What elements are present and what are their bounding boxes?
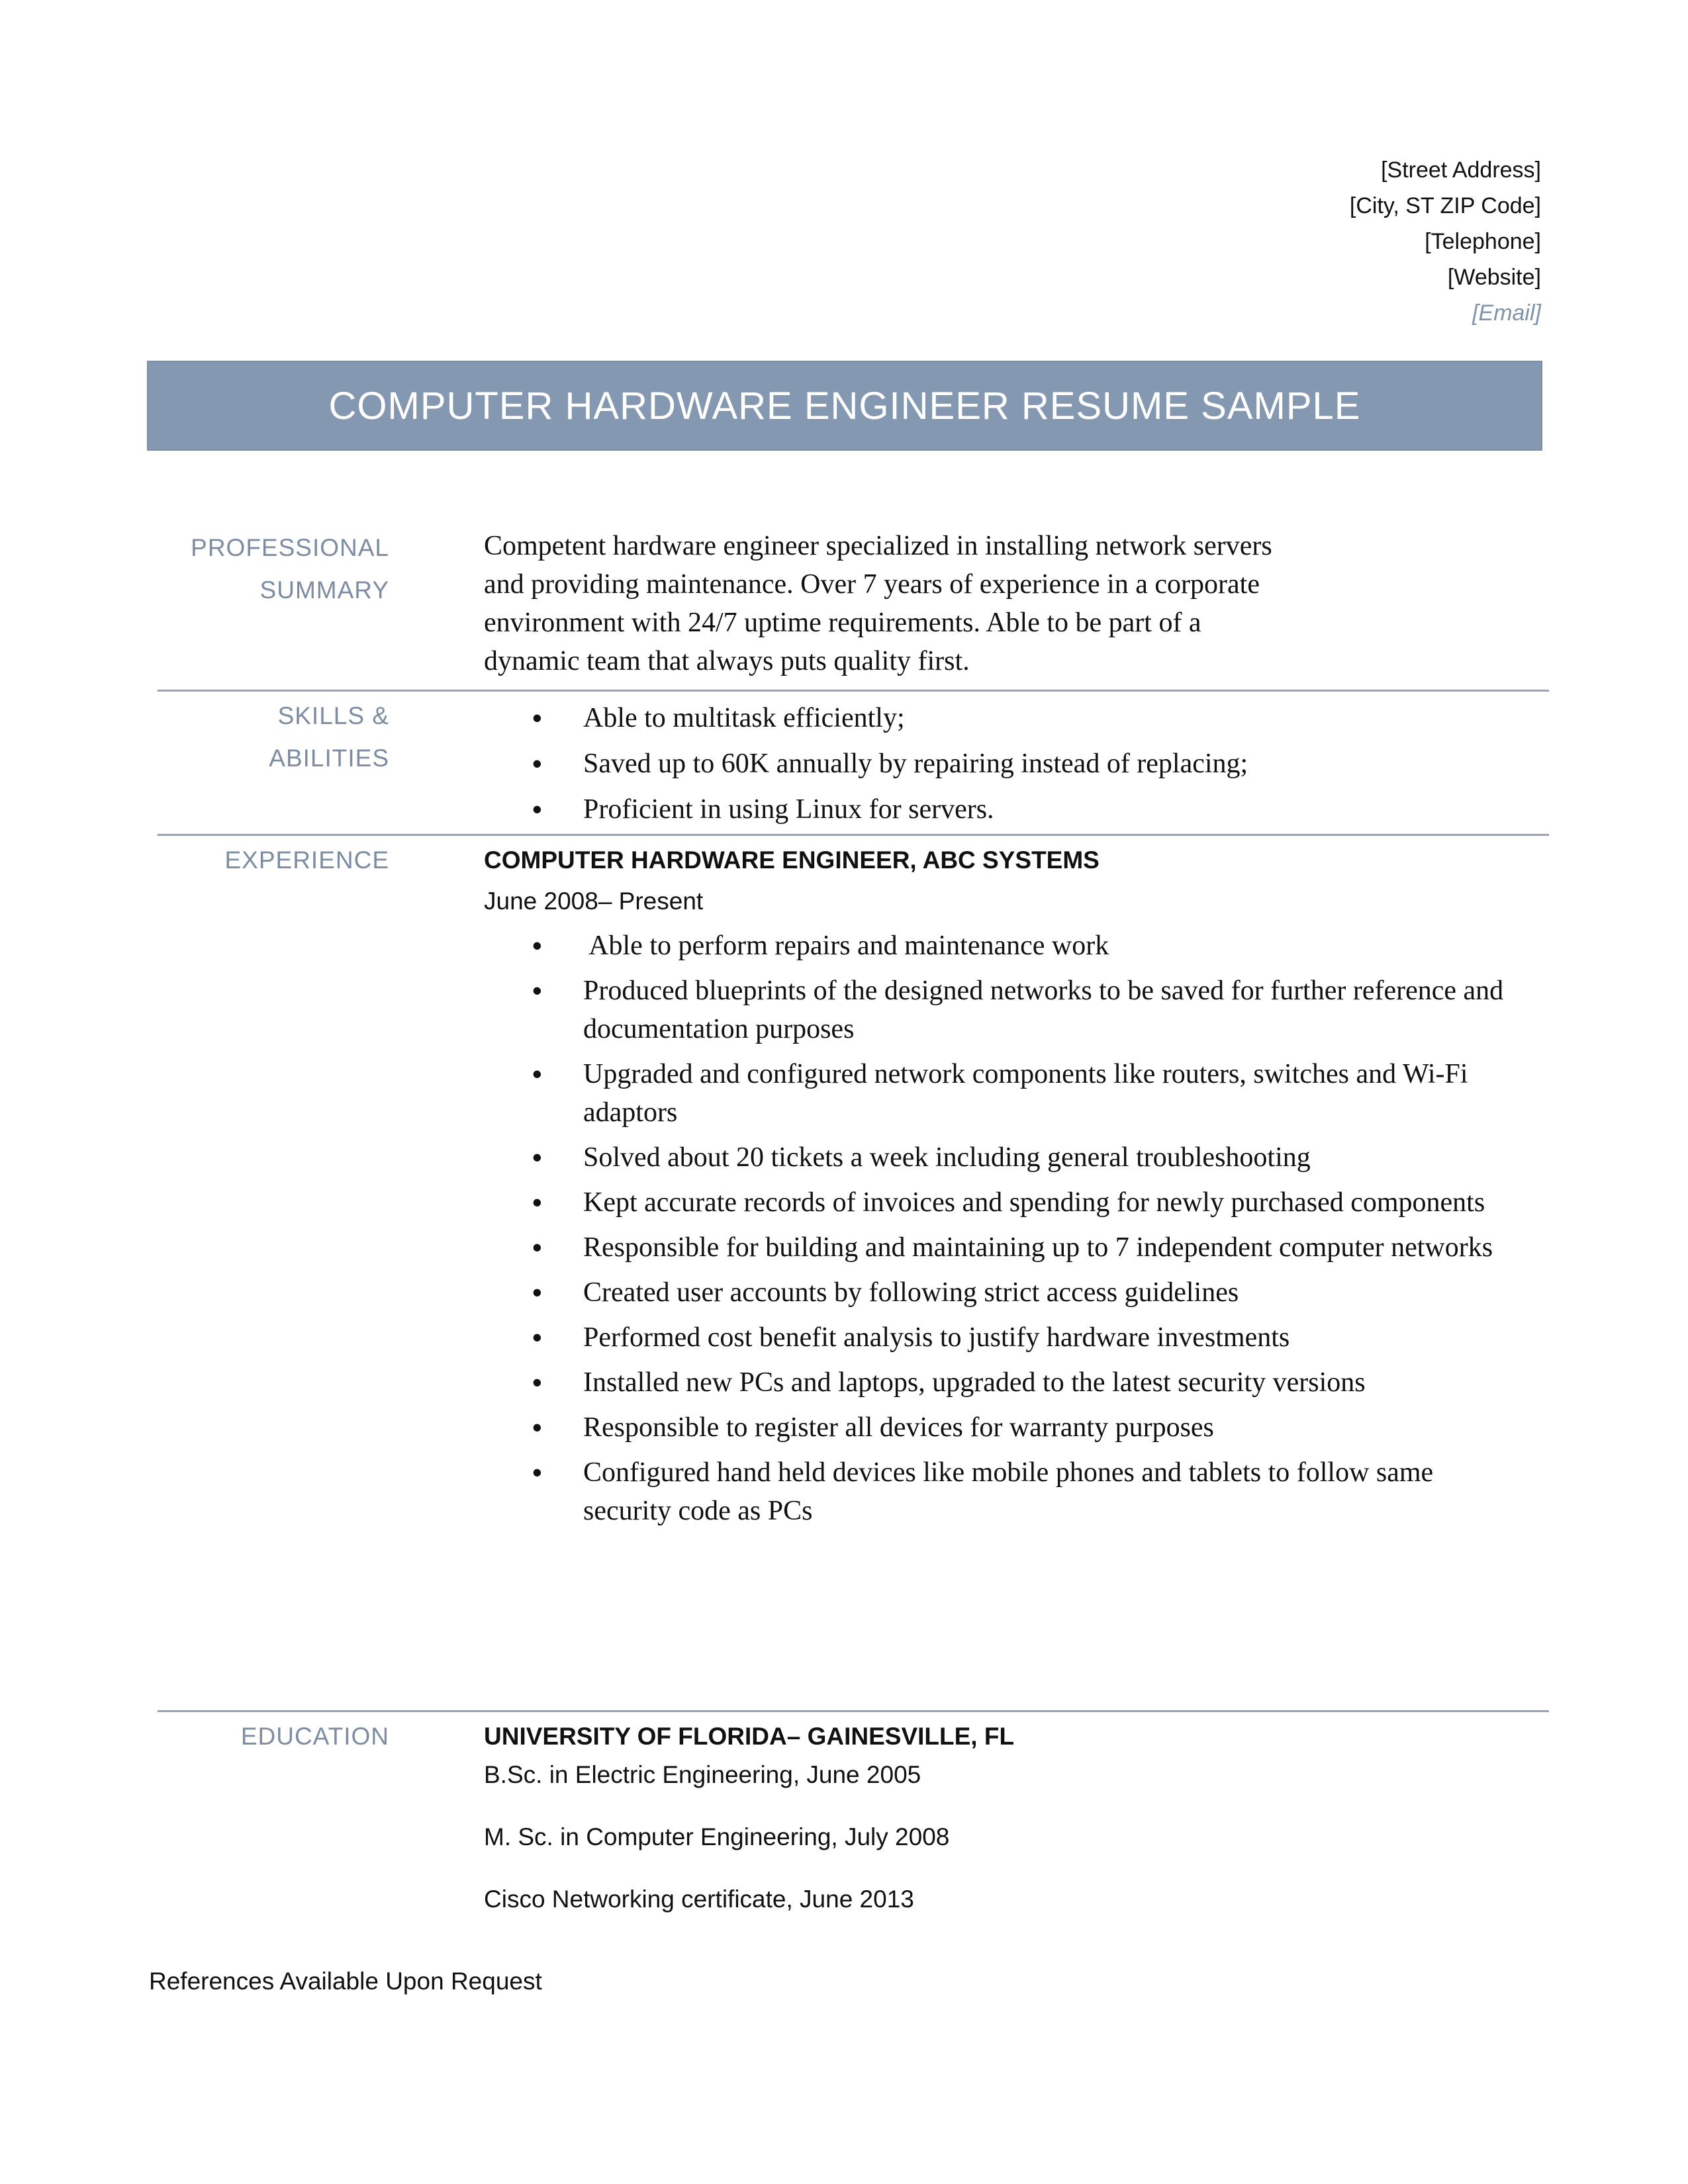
bullet-icon: •: [532, 975, 542, 1006]
street-address: [Street Address]: [1381, 158, 1541, 183]
summary-line: dynamic team that always puts quality first.: [484, 646, 970, 676]
experience-text: Responsible for building and maintaining up to 7 independent computer networks: [583, 1232, 1493, 1263]
skill-text: Proficient in using Linux for servers.: [583, 794, 994, 825]
education-content: [484, 1715, 1517, 1944]
experience-list: [484, 927, 1517, 1530]
bullet-icon: •: [532, 1277, 542, 1308]
experience-text: Performed cost benefit analysis to justify hardware investments: [583, 1322, 1290, 1353]
bullet-icon: •: [532, 1367, 542, 1398]
experience-label: EXPERIENCE: [224, 846, 389, 874]
experience-text: Configured hand held devices like mobile phones and tablets to follow same security code as PCs: [583, 1457, 1434, 1526]
list-item: [484, 1318, 1517, 1357]
degree-line: B.Sc. in Electric Engineering, June 2005: [484, 1761, 921, 1788]
title-banner: [147, 361, 1542, 451]
list-item: [484, 1055, 1517, 1132]
list-item: [484, 972, 1517, 1048]
section-divider: [158, 834, 1549, 836]
list-item: [484, 1363, 1517, 1402]
bullet-icon: •: [532, 1142, 542, 1173]
email: [Email]: [1472, 300, 1541, 326]
list-item: [484, 745, 1517, 783]
degree-line: M. Sc. in Computer Engineering, July 2008: [484, 1823, 950, 1850]
experience-text: Kept accurate records of invoices and spending for newly purchased components: [583, 1187, 1485, 1218]
bullet-icon: •: [532, 1412, 542, 1443]
bullet-icon: •: [532, 1058, 542, 1089]
summary-label: [158, 527, 389, 612]
experience-text: Installed new PCs and laptops, upgraded to the latest security versions: [583, 1367, 1366, 1398]
summary-label-line1: PROFESSIONAL: [191, 534, 389, 561]
bullet-icon: •: [532, 794, 542, 825]
list-item: [484, 1408, 1517, 1447]
website: [Website]: [1447, 265, 1541, 290]
experience-text: Solved about 20 tickets a week including general troubleshooting: [583, 1142, 1311, 1173]
contact-block: [945, 152, 1541, 331]
school-name: UNIVERSITY OF FLORIDA– GAINESVILLE, FL: [484, 1723, 1015, 1750]
list-item: [484, 1453, 1517, 1530]
list-item: [484, 1183, 1517, 1222]
skills-list-container: [484, 699, 1517, 836]
section-divider: [158, 690, 1549, 692]
list-item: [484, 790, 1517, 829]
skills-label: SKILLS & ABILITIES: [269, 702, 389, 772]
bullet-icon: •: [532, 702, 542, 733]
list-item: [484, 1138, 1517, 1177]
references-note: References Available Upon Request: [149, 1968, 542, 1995]
bullet-icon: •: [532, 1232, 542, 1263]
summary-text: [484, 527, 1517, 680]
bullet-icon: •: [532, 930, 542, 961]
telephone: [Telephone]: [1425, 229, 1541, 254]
experience-content: [484, 839, 1517, 1537]
experience-text: Created user accounts by following strict access guidelines: [583, 1277, 1239, 1308]
experience-text: Able to perform repairs and maintenance work: [583, 931, 1109, 961]
summary-label-line2: SUMMARY: [259, 576, 389, 604]
experience-text: Upgraded and configured network components like routers, switches and Wi-Fi adaptors: [583, 1059, 1468, 1128]
experience-text: Responsible to register all devices for warranty purposes: [583, 1412, 1214, 1443]
bullet-icon: •: [532, 748, 542, 779]
resume-title: COMPUTER HARDWARE ENGINEER RESUME SAMPLE: [328, 384, 1361, 428]
list-item: [484, 927, 1517, 965]
job-title: COMPUTER HARDWARE ENGINEER, ABC SYSTEMS: [484, 846, 1100, 874]
list-item: [484, 1273, 1517, 1312]
job-dates: June 2008– Present: [484, 887, 704, 915]
summary-line: environment with 24/7 uptime requirements. Able to be part of a: [484, 608, 1201, 638]
list-item: [484, 1228, 1517, 1267]
list-item: [484, 699, 1517, 737]
bullet-icon: •: [532, 1322, 542, 1353]
education-label: EDUCATION: [240, 1723, 389, 1750]
section-divider: [158, 1710, 1549, 1712]
summary-line: and providing maintenance. Over 7 years of experience in a corporate: [484, 569, 1260, 600]
bullet-icon: •: [532, 1187, 542, 1218]
skill-text: Able to multitask efficiently;: [583, 703, 905, 733]
certificate-line: Cisco Networking certificate, June 2013: [484, 1886, 914, 1913]
summary-line: Competent hardware engineer specialized in installing network servers: [484, 531, 1272, 561]
experience-text: Produced blueprints of the designed networks to be saved for further reference and documentation purposes: [583, 976, 1504, 1044]
bullet-icon: •: [532, 1457, 542, 1488]
city-state-zip: [City, ST ZIP Code]: [1349, 193, 1541, 218]
skill-text: Saved up to 60K annually by repairing instead of replacing;: [583, 749, 1248, 779]
skills-list: [484, 699, 1517, 829]
